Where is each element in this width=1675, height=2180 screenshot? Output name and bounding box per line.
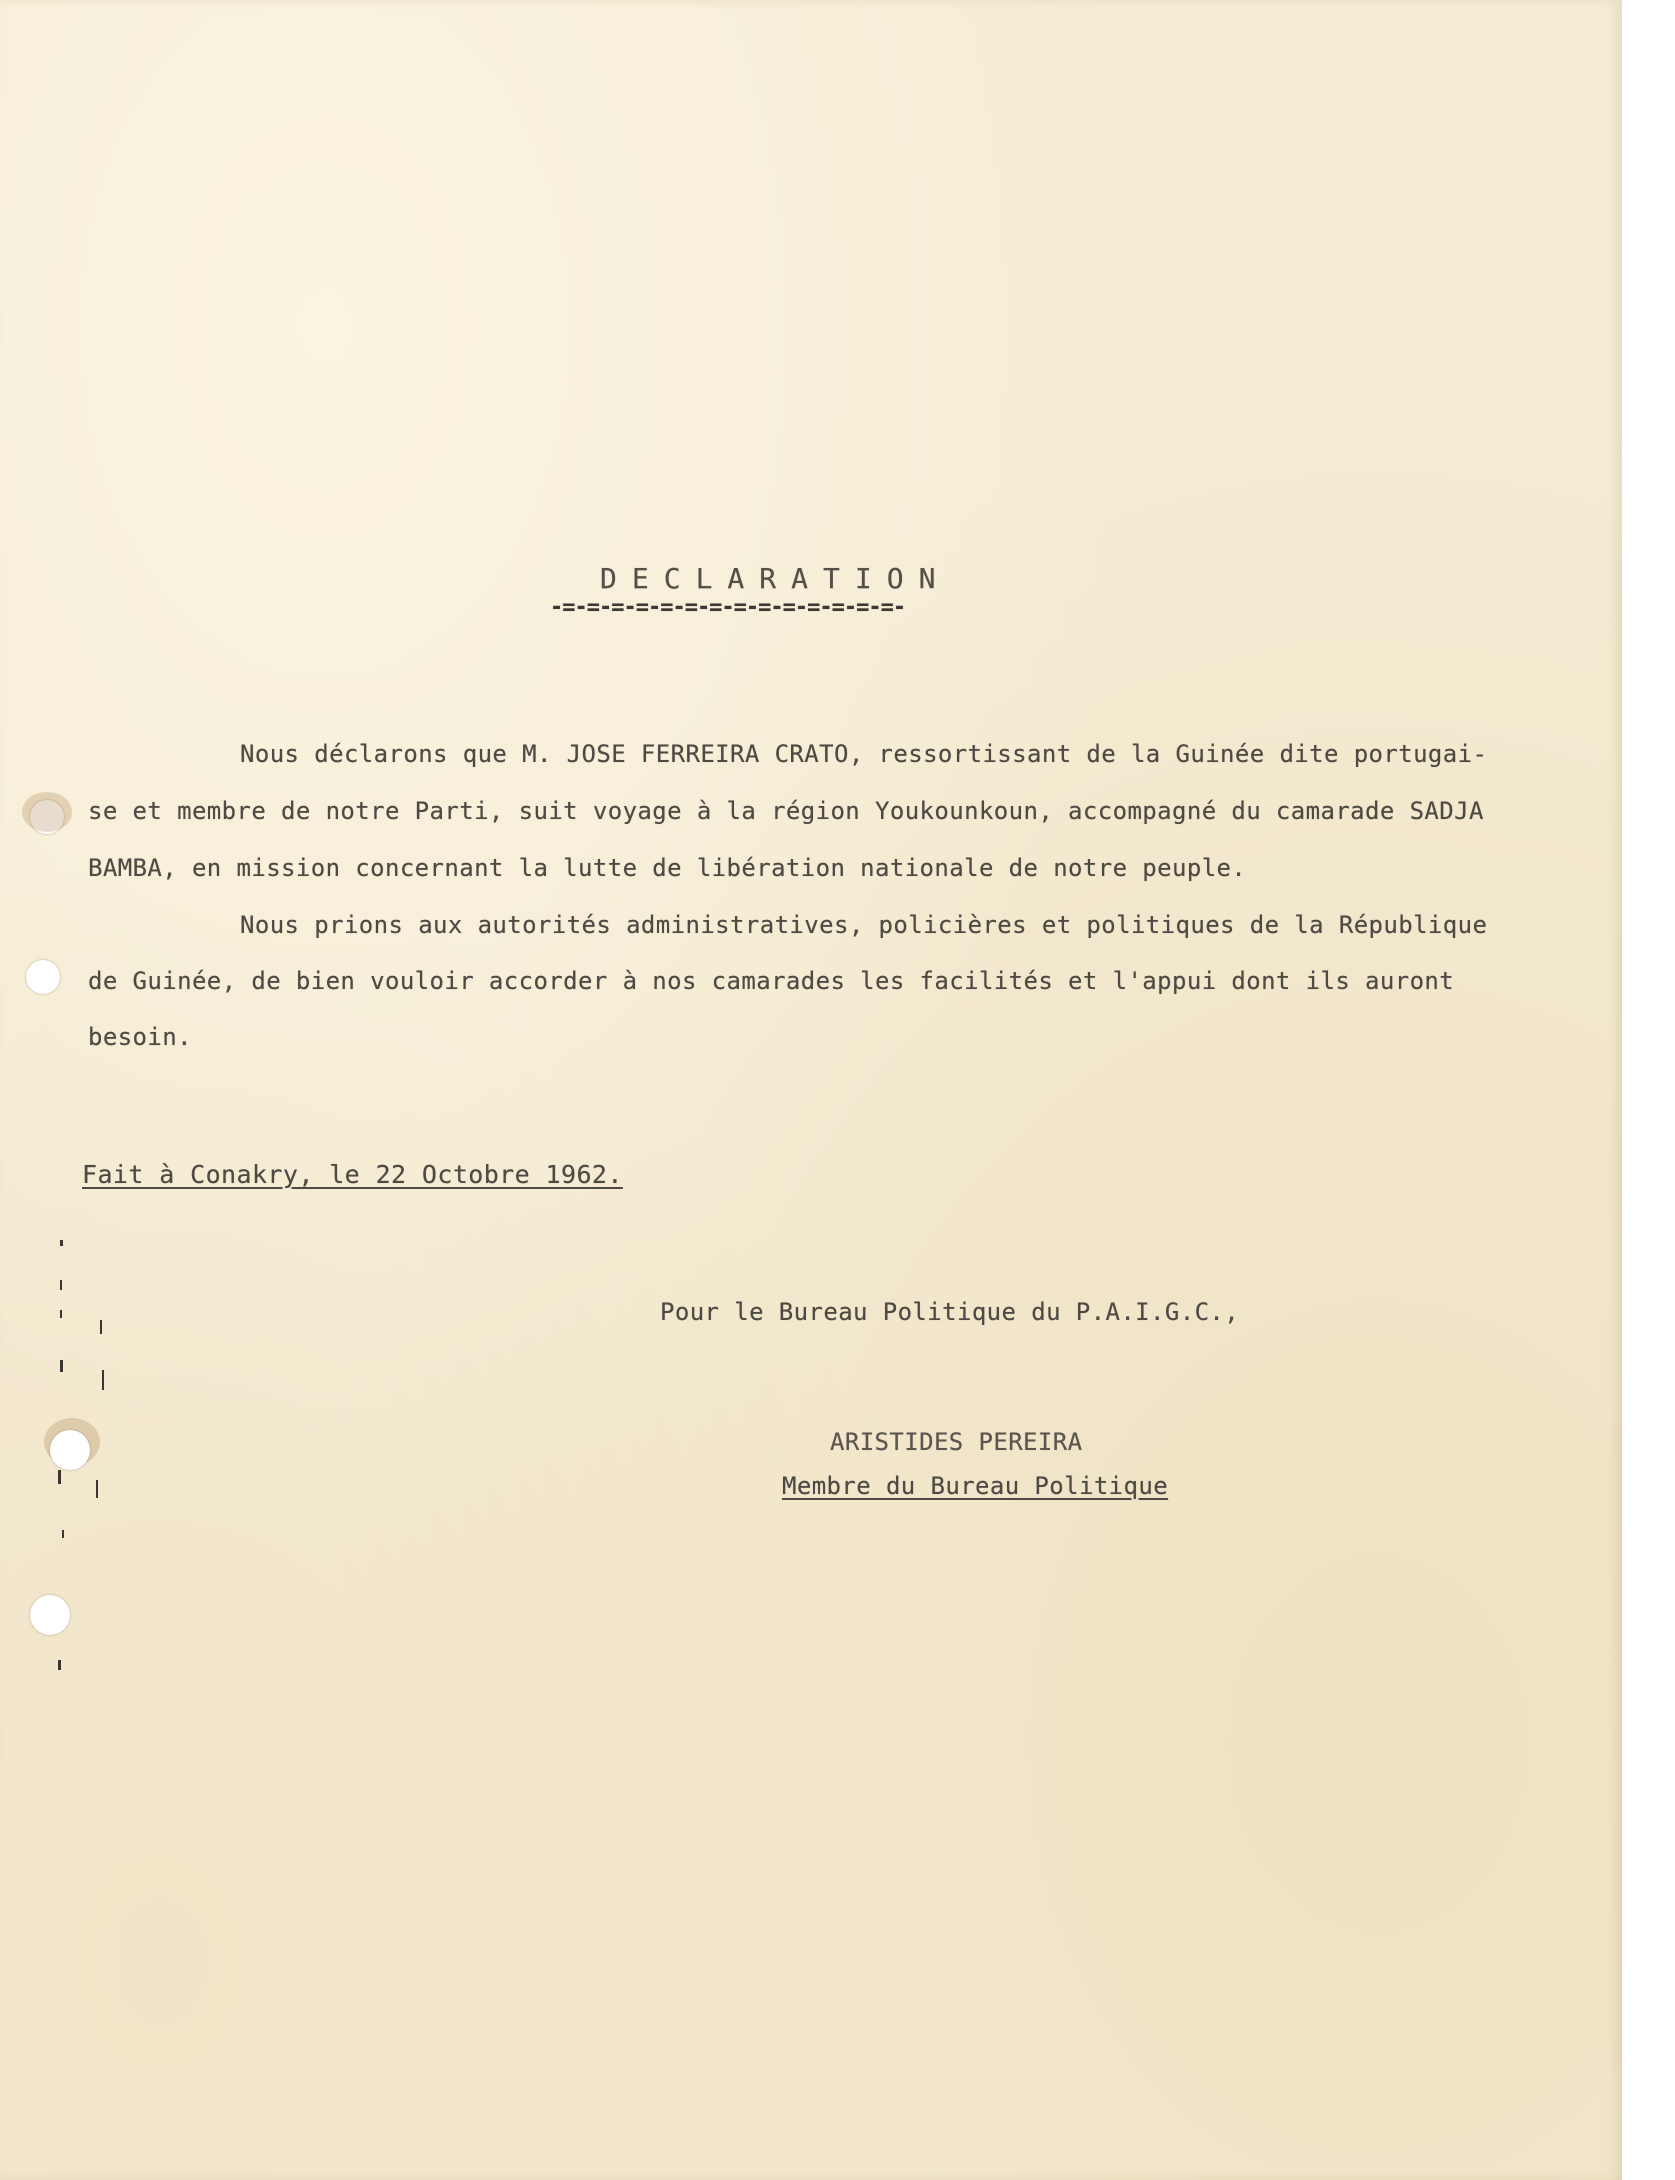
paragraph-2-line-1: Nous prions aux autorités administratives, policières et politiques de la République — [240, 911, 1488, 939]
paragraph-2-line-3: besoin. — [88, 1023, 192, 1051]
margin-specks — [40, 1240, 130, 1700]
paragraph-1-line-2: se et membre de notre Parti, suit voyage à la région Youkounkoun, accompagné du camarade SADJA — [88, 797, 1484, 825]
punch-hole — [26, 960, 60, 994]
paper-stain — [22, 792, 72, 832]
place-and-date: Fait à Conakry, le 22 Octobre 1962. — [82, 1160, 623, 1189]
signatory-name: ARISTIDES PEREIRA — [830, 1428, 1083, 1456]
signatory-role: Membre du Bureau Politique — [782, 1472, 1169, 1500]
document-title: DECLARATION — [600, 562, 951, 595]
title-underline: -=-=-=-=-=-=-=-=-=-=-=-=-=-=- — [550, 595, 906, 620]
paragraph-1-line-1: Nous déclarons que M. JOSE FERREIRA CRATO, ressortissant de la Guinée dite portugai- — [240, 740, 1488, 768]
paragraph-1-line-3: BAMBA, en mission concernant la lutte de libération nationale de notre peuple. — [88, 854, 1247, 882]
on-behalf-line: Pour le Bureau Politique du P.A.I.G.C., — [660, 1298, 1240, 1326]
paragraph-2-line-2: de Guinée, de bien vouloir accorder à nos camarades les facilités et l'appui dont ils auront — [88, 967, 1455, 995]
